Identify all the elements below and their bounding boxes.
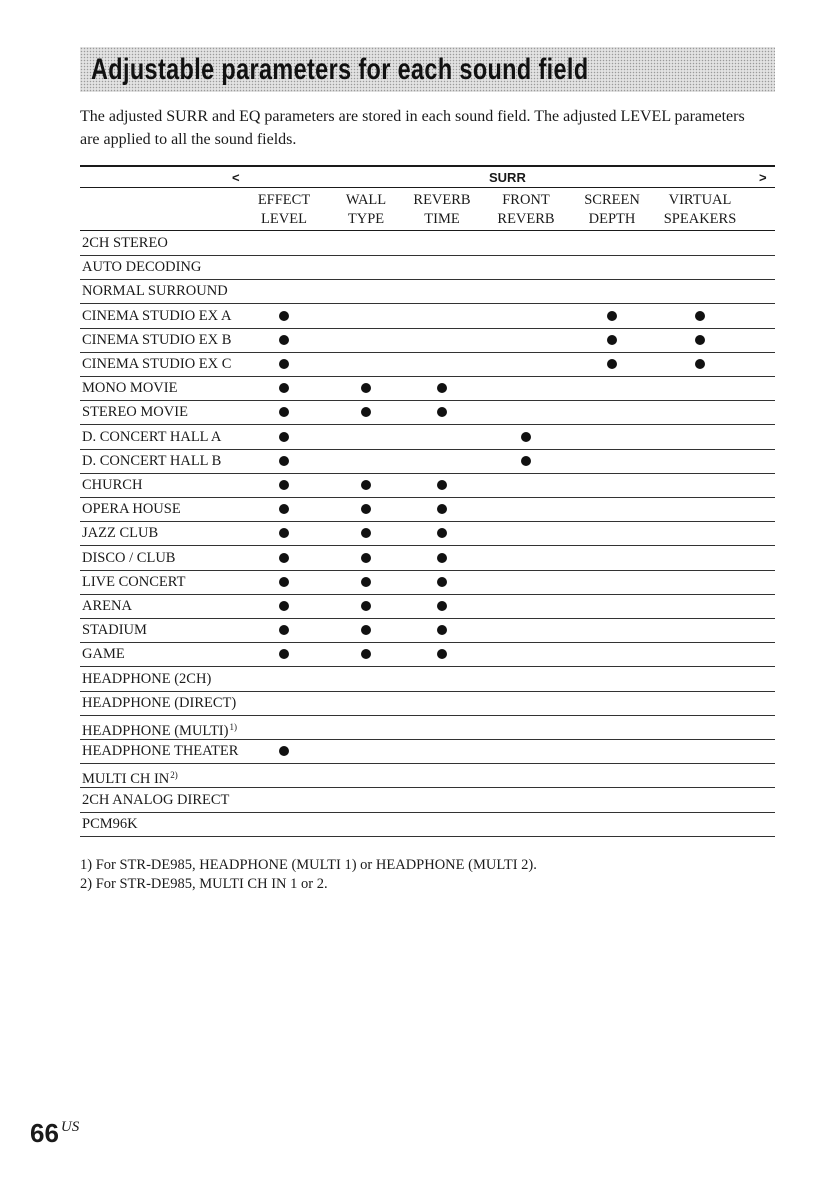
intro-paragraph: The adjusted SURR and EQ parameters are stored in each sound field. The adjusted LEVEL parameters are applied to all the sound fields. — [80, 108, 745, 148]
column-header-line1: EFFECT — [257, 192, 311, 208]
sound-field-label: LIVE CONCERT — [82, 573, 186, 590]
sound-field-label: CINEMA STUDIO EX C — [82, 356, 232, 372]
column-header — [664, 191, 737, 229]
sound-field-name — [82, 429, 221, 445]
adjustable-dot-icon — [279, 746, 289, 756]
adjustable-dot-icon — [279, 456, 289, 466]
adjustable-dot-icon — [279, 649, 289, 659]
adjustable-dot-icon — [279, 528, 289, 538]
sound-field-label: HEADPHONE (2CH) — [82, 670, 212, 687]
page-number-value: 66 — [30, 1118, 59, 1148]
adjustable-dot-icon — [361, 553, 371, 563]
sound-field-name — [82, 501, 181, 517]
table-row — [80, 255, 775, 280]
nav-next-marker: > — [759, 170, 767, 185]
sound-field-label: STEREO MOVIE — [82, 404, 188, 421]
adjustable-dot-icon — [521, 432, 531, 442]
adjustable-dot-icon — [279, 625, 289, 635]
column-header-line1: WALL — [345, 192, 387, 208]
page-number — [30, 1118, 79, 1149]
sound-field-label: GAME — [82, 646, 125, 663]
sound-field-label: PCM96K — [82, 815, 138, 832]
adjustable-dot-icon — [361, 649, 371, 659]
adjustable-dot-icon — [437, 601, 447, 611]
adjustable-dot-icon — [695, 359, 705, 369]
page-number-suffix: US — [60, 1119, 80, 1135]
sound-field-label: DISCO / CLUB — [82, 549, 176, 566]
table-row — [80, 304, 775, 329]
table-row — [80, 328, 775, 353]
table-row — [80, 788, 775, 813]
adjustable-dot-icon — [361, 528, 371, 538]
table-row — [80, 763, 775, 788]
sound-field-label: CINEMA STUDIO EX A — [82, 307, 232, 324]
sound-field-name — [82, 356, 231, 372]
sound-field-name — [82, 283, 228, 299]
adjustable-dot-icon — [279, 577, 289, 587]
adjustable-dot-icon — [437, 649, 447, 659]
adjustable-dot-icon — [695, 311, 705, 321]
column-header-line1: SCREEN — [584, 192, 640, 208]
footnote-2: 2) For STR-DE985, MULTI CH IN 1 or 2. — [80, 876, 328, 892]
footnote-ref: 1) — [229, 722, 237, 732]
table-row — [80, 642, 775, 667]
sound-field-name — [82, 767, 178, 787]
column-header-line2: LEVEL — [261, 211, 307, 227]
adjustable-dot-icon — [437, 625, 447, 635]
sound-field-label: D. CONCERT HALL B — [82, 452, 222, 469]
adjustable-dot-icon — [279, 432, 289, 442]
adjustable-dot-icon — [279, 407, 289, 417]
adjustable-dot-icon — [607, 359, 617, 369]
sound-field-label: HEADPHONE (MULTI) — [82, 723, 229, 739]
table-row — [80, 570, 775, 595]
adjustable-dot-icon — [279, 504, 289, 514]
adjustable-dot-icon — [361, 577, 371, 587]
footnote-1: 1) For STR-DE985, HEADPHONE (MULTI 1) or HEADPHONE (MULTI 2). — [80, 857, 537, 873]
adjustable-dot-icon — [361, 504, 371, 514]
adjustable-dot-icon — [279, 480, 289, 490]
adjustable-dot-icon — [361, 601, 371, 611]
adjustable-dot-icon — [361, 480, 371, 490]
column-header-line2: TIME — [424, 211, 460, 227]
column-header-line1: FRONT — [502, 192, 550, 208]
column-header-line2: SPEAKERS — [663, 211, 737, 227]
sound-field-label: AUTO DECODING — [82, 259, 202, 276]
sound-field-label: ARENA — [82, 598, 132, 614]
sound-field-label: OPERA HOUSE — [82, 501, 181, 518]
table-row — [80, 400, 775, 425]
adjustable-dot-icon — [361, 383, 371, 393]
sound-field-label: 2CH STEREO — [82, 235, 168, 251]
sound-field-name — [82, 646, 125, 662]
table-top-rule — [80, 165, 775, 167]
column-header-line1: VIRTUAL — [668, 192, 732, 208]
adjustable-dot-icon — [279, 383, 289, 393]
sound-field-label: HEADPHONE THEATER — [82, 743, 239, 760]
sound-field-name — [82, 622, 147, 638]
adjustable-dot-icon — [361, 407, 371, 417]
sound-field-name — [82, 235, 168, 251]
sound-field-label: NORMAL SURROUND — [82, 283, 228, 300]
sound-field-name — [82, 404, 188, 420]
table-row — [80, 691, 775, 716]
footnote-ref: 2) — [170, 770, 178, 781]
adjustable-dot-icon — [437, 407, 447, 417]
sound-field-label: CHURCH — [82, 477, 143, 493]
table-row — [80, 473, 775, 498]
sound-field-name — [82, 574, 185, 590]
table-row — [80, 352, 775, 377]
column-header-line1: REVERB — [413, 192, 471, 208]
table-row — [80, 376, 775, 401]
table-row — [80, 497, 775, 522]
adjustable-dot-icon — [437, 528, 447, 538]
sound-field-name — [82, 453, 221, 469]
adjustable-dot-icon — [361, 625, 371, 635]
table-row — [80, 812, 775, 837]
sound-field-label: D. CONCERT HALL A — [82, 428, 222, 445]
sound-field-name — [82, 695, 236, 711]
table-row — [80, 667, 775, 692]
column-header — [258, 191, 310, 229]
sound-field-name — [82, 598, 132, 614]
sound-field-name — [82, 816, 138, 832]
surr-group-label: SURR — [489, 170, 526, 185]
sound-field-name — [82, 792, 229, 808]
table-row — [80, 618, 775, 643]
column-header — [584, 191, 640, 229]
column-header — [497, 191, 554, 229]
sound-field-name — [82, 380, 177, 396]
adjustable-dot-icon — [607, 335, 617, 345]
sound-field-name — [82, 671, 211, 687]
column-header-line2: REVERB — [497, 211, 555, 227]
adjustable-dot-icon — [437, 480, 447, 490]
column-header-line2: TYPE — [347, 211, 385, 227]
adjustable-dot-icon — [607, 311, 617, 321]
sound-field-name — [82, 550, 175, 566]
sound-field-label: 2CH ANALOG DIRECT — [82, 791, 230, 808]
sound-field-label: STADIUM — [82, 622, 147, 639]
sound-field-label: CINEMA STUDIO EX B — [82, 331, 232, 348]
column-header — [346, 191, 386, 229]
table-row — [80, 449, 775, 474]
sound-field-name — [82, 719, 237, 739]
sound-field-label: MONO MOVIE — [82, 380, 178, 397]
sound-field-name — [82, 525, 158, 541]
footnotes — [80, 856, 537, 894]
table-row — [80, 521, 775, 546]
adjustable-dot-icon — [437, 577, 447, 587]
sound-field-label: HEADPHONE (DIRECT) — [82, 694, 237, 711]
adjustable-dot-icon — [521, 456, 531, 466]
nav-prev-marker: < — [232, 170, 240, 185]
sound-field-name — [82, 308, 231, 324]
adjustable-dot-icon — [279, 311, 289, 321]
page-title: Adjustable parameters for each sound field — [91, 53, 589, 86]
table-row — [80, 715, 775, 740]
sound-field-name — [82, 259, 201, 275]
table-row — [80, 425, 775, 450]
adjustable-dot-icon — [437, 504, 447, 514]
adjustable-dot-icon — [695, 335, 705, 345]
adjustable-dot-icon — [437, 383, 447, 393]
adjustable-dot-icon — [279, 359, 289, 369]
adjustable-dot-icon — [279, 601, 289, 611]
sound-field-name — [82, 332, 231, 348]
column-header — [413, 191, 470, 229]
sound-field-name — [82, 743, 238, 759]
group-header-rule — [80, 187, 775, 188]
table-row — [80, 739, 775, 764]
surr-group-header — [80, 168, 775, 188]
table-row — [80, 231, 775, 256]
table-row — [80, 594, 775, 619]
column-header-line2: DEPTH — [588, 211, 636, 227]
adjustable-dot-icon — [279, 335, 289, 345]
section-title-banner — [80, 47, 775, 92]
table-row — [80, 279, 775, 304]
adjustable-dot-icon — [279, 553, 289, 563]
adjustable-dot-icon — [437, 553, 447, 563]
sound-field-label: JAZZ CLUB — [82, 525, 159, 542]
sound-field-label: MULTI CH IN — [82, 771, 170, 788]
sound-field-name — [82, 477, 142, 493]
table-row — [80, 546, 775, 571]
